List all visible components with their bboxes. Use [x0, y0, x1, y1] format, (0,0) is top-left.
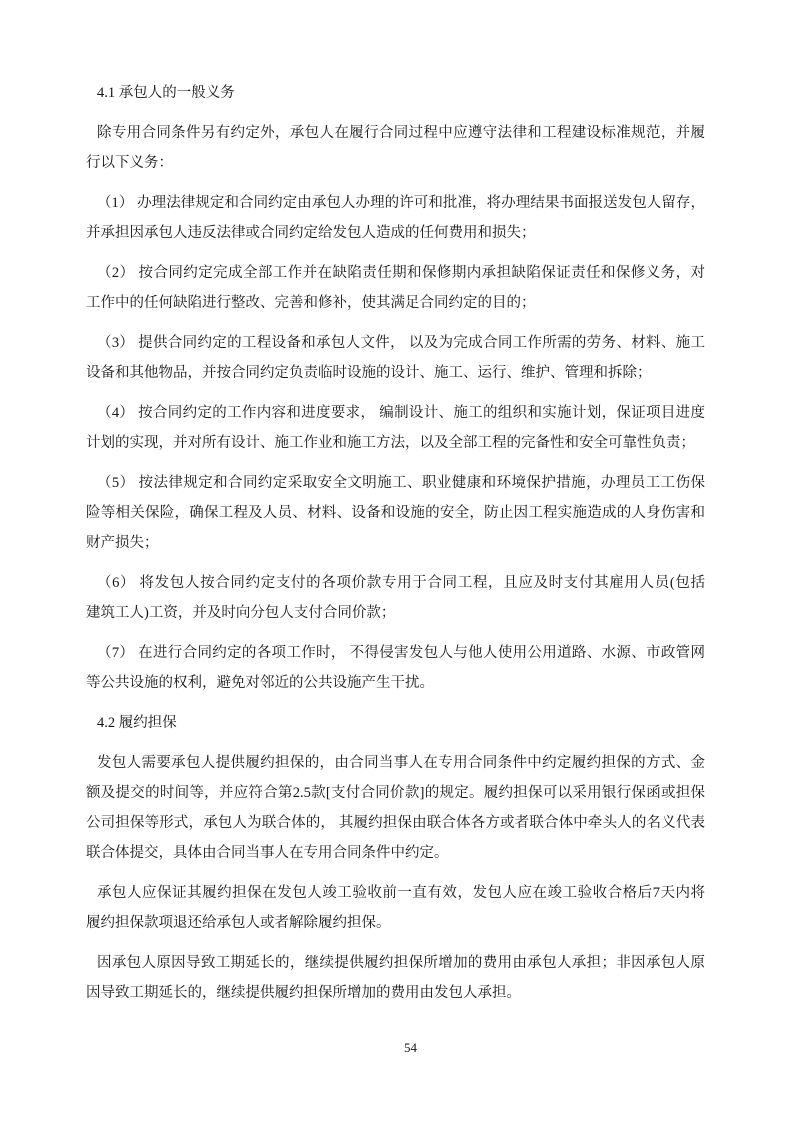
text-line: （1） 办理法律规定和合同约定由承包人办理的许可和批准，将办理结果书面报送发包人留存，: [97, 195, 705, 211]
text-line: 4.2 履约担保: [97, 715, 177, 731]
section-4-2-heading: [86, 708, 705, 738]
para-obligation-4: [86, 398, 705, 458]
para-obligation-3: [86, 328, 705, 388]
para-obligation-6: [86, 568, 705, 628]
text-line: 设备和其他物品，并按合同约定负责临时设施的设计、施工、运行、维护、管理和拆除；: [86, 365, 652, 381]
text-line: （3） 提供合同约定的工程设备和承包人文件， 以及为完成合同工作所需的劳务、材料、施工: [97, 335, 705, 351]
text-line: 财产损失；: [86, 535, 159, 551]
para-4-1-intro: [86, 118, 705, 178]
text-line: 因导致工期延长的，继续提供履约担保所增加的费用由发包人承担。: [86, 985, 521, 1001]
text-line: 行以下义务：: [86, 155, 173, 171]
para-4-2-guarantee-cost: [86, 948, 705, 1008]
text-line: （2） 按合同约定完成全部工作并在缺陷责任期和保修期内承担缺陷保证责任和保修义务，对: [97, 265, 705, 281]
text-line: 因承包人原因导致工期延长的，继续提供履约担保所增加的费用由承包人承担；非因承包人原: [97, 955, 705, 971]
text-line: 发包人需要承包人提供履约担保的，由合同当事人在专用合同条件中约定履约担保的方式、金: [97, 755, 705, 771]
text-line: （4） 按合同约定的工作内容和进度要求， 编制设计、施工的组织和实施计划，保证项目进度: [97, 405, 705, 421]
text-line: 额及提交的时间等，并应符合第2.5款[支付合同价款]的规定。履约担保可以采用银行保函或担保: [86, 785, 705, 801]
page-footer: [0, 1033, 793, 1063]
text-line: 并承担因承包人违反法律或合同约定给发包人造成的任何费用和损失；: [86, 225, 536, 241]
text-line: （6） 将发包人按合同约定支付的各项价款专用于合同工程，且应及时支付其雇用人员(包括: [97, 575, 705, 591]
document-content: [86, 78, 705, 1018]
text-line: 除专用合同条件另有约定外，承包人在履行合同过程中应遵守法律和工程建设标准规范，并履: [97, 125, 705, 141]
text-line: 公司担保等形式，承包人为联合体的， 其履约担保由联合体各方或者联合体中牵头人的名义代表: [86, 815, 705, 831]
text-line: （7） 在进行合同约定的各项工作时， 不得侵害发包人与他人使用公用道路、水源、市政管网: [97, 645, 705, 661]
para-obligation-7: [86, 638, 705, 698]
para-obligation-1: [86, 188, 705, 248]
text-line: 履约担保款项退还给承包人或者解除履约担保。: [86, 915, 391, 931]
text-line: 联合体提交，具体由合同当事人在专用合同条件中约定。: [86, 845, 449, 861]
text-line: 险等相关保险，确保工程及人员、材料、设备和设施的安全，防止因工程实施造成的人身伤害和: [86, 505, 705, 521]
text-line: 承包人应保证其履约担保在发包人竣工验收前一直有效，发包人应在竣工验收合格后7天内将: [97, 885, 705, 901]
text-line: 工作中的任何缺陷进行整改、完善和修补，使其满足合同约定的目的；: [86, 295, 536, 311]
text-line: 等公共设施的权利，避免对邻近的公共设施产生干扰。: [86, 675, 434, 691]
para-4-2-guarantee-validity: [86, 878, 705, 938]
text-line: 4.1 承包人的一般义务: [97, 85, 235, 101]
text-line: （5） 按法律规定和合同约定采取安全文明施工、职业健康和环境保护措施，办理员工工伤保: [97, 475, 705, 491]
section-4-1-heading: [86, 78, 705, 108]
para-4-2-guarantee-terms: [86, 748, 705, 868]
text-line: 建筑工人)工资，并及时向分包人支付合同价款；: [86, 605, 396, 621]
text-line: 计划的实现，并对所有设计、施工作业和施工方法，以及全部工程的完备性和安全可靠性负责；: [86, 435, 695, 451]
page-number: 54: [404, 1040, 417, 1055]
para-obligation-2: [86, 258, 705, 318]
para-obligation-5: [86, 468, 705, 558]
